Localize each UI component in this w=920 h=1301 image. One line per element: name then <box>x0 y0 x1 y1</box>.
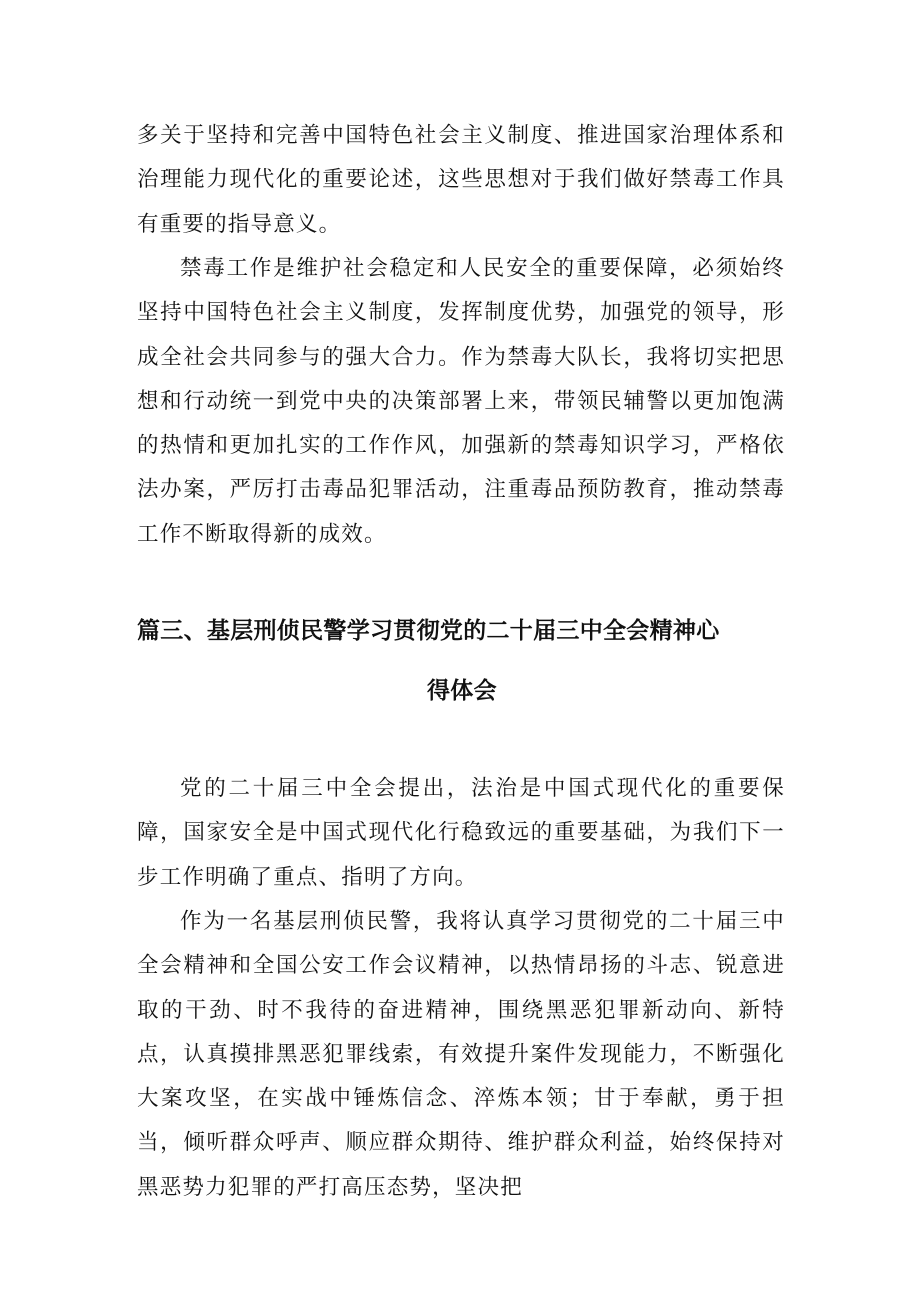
section-heading-line2: 得体会 <box>427 678 497 704</box>
paragraph-police-commitment: 作为一名基层刑侦民警，我将认真学习贯彻党的二十届三中全会精神和全国公安工作会议精神，以热情昂扬的斗志、锐意进取的干劲、时不我待的奋进精神，围绕黑恶犯罪新动向、新特点，认真摸排黑恶犯罪线索，有效提升案件发现能力，不断强化大案攻坚，在实战中锤炼信念、淬炼本领；甘于奉献，勇于担当，倾听群众呼声、顺应群众期待、维护群众利益，始终保持对黑恶势力犯罪的严打高压态势，坚决把 <box>137 909 785 1200</box>
paragraph-anti-drug-work: 禁毒工作是维护社会稳定和人民安全的重要保障，必须始终坚持中国特色社会主义制度，发挥制度优势，加强党的领导，形成全社会共同参与的强大合力。作为禁毒大队长，我将切实把思想和行动统一到党中央的决策部署上来，带领民辅警以更加饱满的热情和更加扎实的工作作风，加强新的禁毒知识学习，严格依法办案，严厉打击毒品犯罪活动，注重毒品预防教育，推动禁毒工作不断取得新的成效。 <box>137 256 785 547</box>
section-heading-line1: 篇三、基层刑侦民警学习贯彻党的二十届三中全会精神心 <box>137 618 720 644</box>
paragraph-plenum: 党的二十届三中全会提出，法治是中国式现代化的重要保障，国家安全是中国式现代化行稳致远的重要基础，为我们下一步工作明确了重点、指明了方向。 <box>137 776 785 890</box>
paragraph-continued: 多关于坚持和完善中国特色社会主义制度、推进国家治理体系和治理能力现代化的重要论述，这些思想对于我们做好禁毒工作具有重要的指导意义。 <box>137 123 785 237</box>
